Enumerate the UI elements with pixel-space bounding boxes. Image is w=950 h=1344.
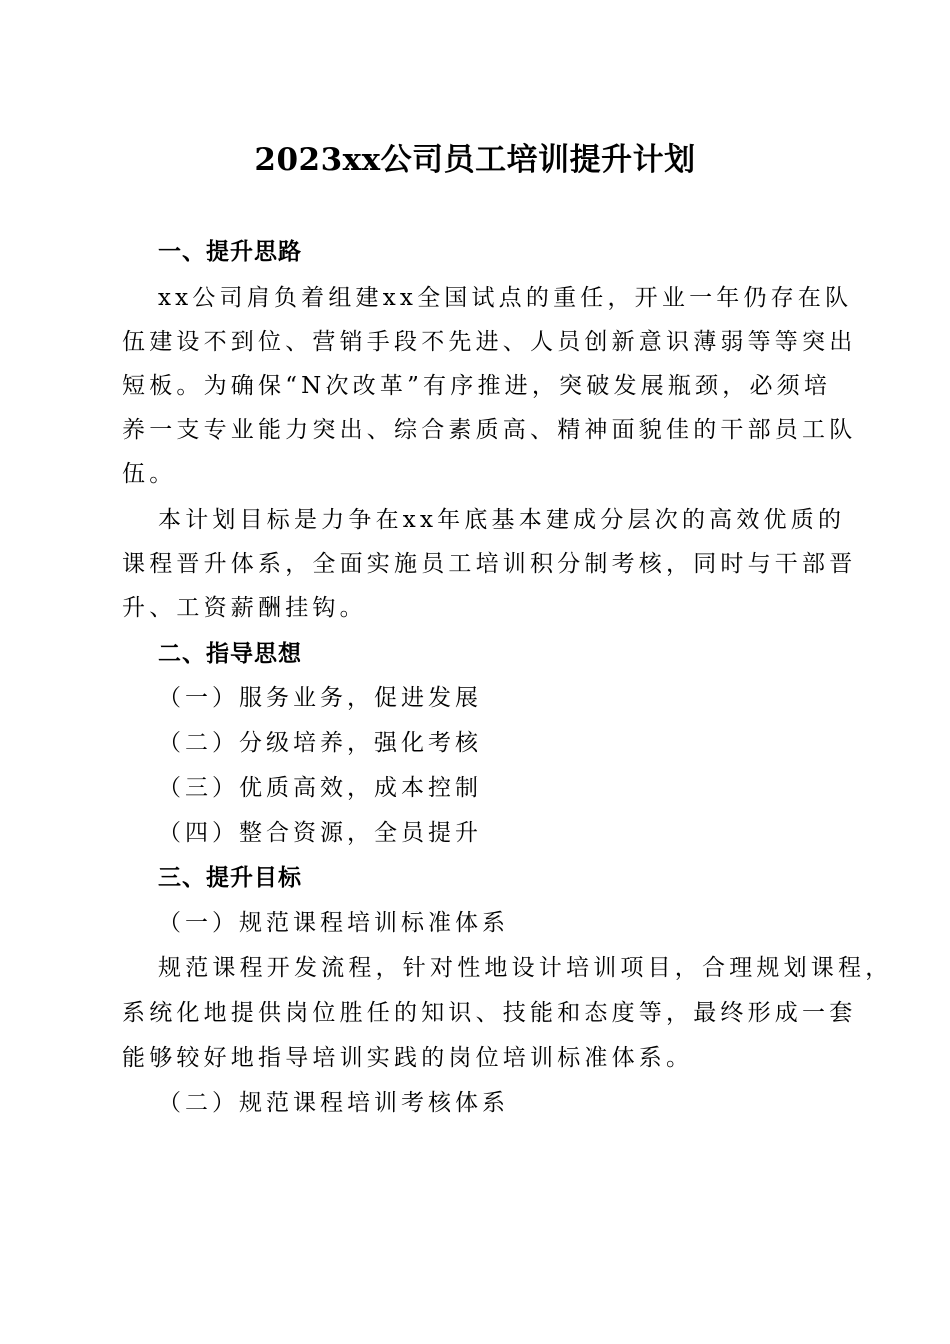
list-item: （二）分级培养，强化考核 — [158, 730, 482, 756]
paragraph-line: 短板。为确保“N次改革”有序推进，突破发展瓶颈，必须培 — [122, 373, 832, 399]
section-heading-3: 三、提升目标 — [158, 865, 302, 891]
paragraph-line: 本计划目标是力争在xx年底基本建成分层次的高效优质的 — [158, 507, 846, 533]
paragraph-line: 伍。 — [122, 461, 177, 487]
paragraph-line: 养一支专业能力突出、综合素质高、精神面貌佳的干部员工队 — [122, 417, 857, 443]
subsection-title-2: （二）规范课程培训考核体系 — [158, 1090, 509, 1116]
list-item: （四）整合资源，全员提升 — [158, 820, 482, 846]
list-item: （三）优质高效，成本控制 — [158, 775, 482, 801]
paragraph-line: xx公司肩负着组建xx全国试点的重任，开业一年仍存在队 — [158, 285, 853, 311]
subsection-title-1: （一）规范课程培训标准体系 — [158, 910, 509, 936]
section-heading-2: 二、指导思想 — [158, 641, 302, 667]
paragraph-line: 系统化地提供岗位胜任的知识、技能和态度等，最终形成一套 — [122, 1000, 857, 1026]
paragraph-line: 能够较好地指导培训实践的岗位培训标准体系。 — [122, 1045, 694, 1071]
paragraph-line: 升、工资薪酬挂钩。 — [122, 595, 367, 621]
document-title: 2023xx公司员工培训提升计划 — [254, 142, 696, 178]
list-item: （一）服务业务，促进发展 — [158, 685, 482, 711]
paragraph-line: 课程晋升体系，全面实施员工培训积分制考核，同时与干部晋 — [122, 551, 857, 577]
paragraph-line: 规范课程开发流程，针对性地设计培训项目，合理规划课程， — [158, 955, 893, 981]
paragraph-line: 伍建设不到位、营销手段不先进、人员创新意识薄弱等等突出 — [122, 329, 857, 355]
section-heading-1: 一、提升思路 — [158, 239, 302, 265]
